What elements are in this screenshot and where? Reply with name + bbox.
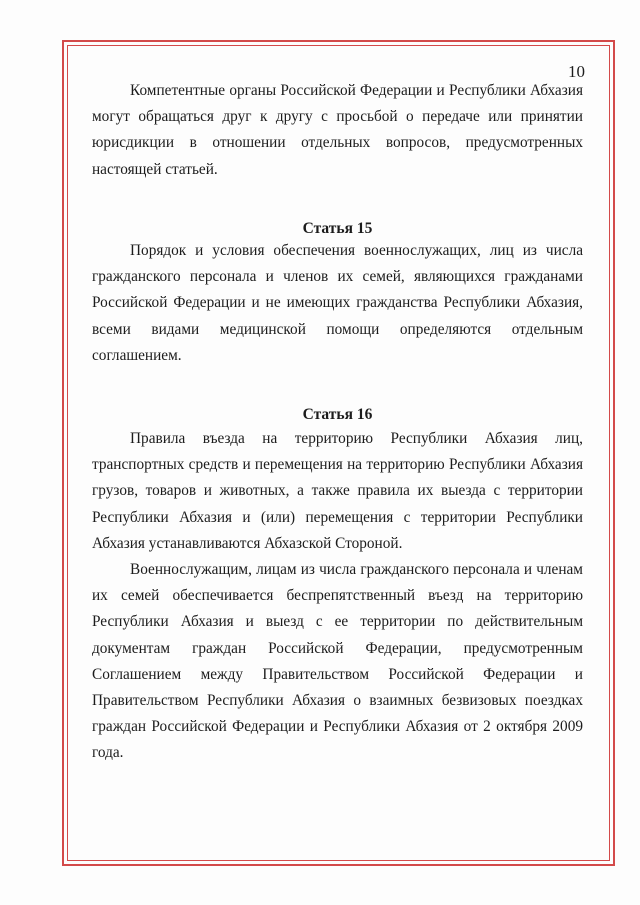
article-15-body: [92, 238, 583, 369]
paragraph: Компетентные органы Российской Федерации и Республики Абхазия могут обращаться друг к другу с просьбой о передаче или принятии юрисдикции в отношении отдельных вопросов, предусмотренных настоящей статьей.: [92, 82, 583, 178]
article-14-continuation: [92, 78, 583, 183]
paragraph: Военнослужащим, лицам из числа гражданского персонала и членам их семей обеспечивается беспрепятственный въезд на территорию Республики Абхазия и выезд с ее территории по действительным документам граждан Российской Федерации, предусмотренным Соглашением между Правительством Российской Федерации и Правительством Республики Абхазия о взаимных безвизовых поездках граждан Российской Федерации и Республики Абхазия от 2 октября 2009 года.: [92, 561, 583, 762]
article-15-heading: Статья 15: [302, 220, 373, 237]
article-16-body: [92, 426, 583, 767]
paragraph: Порядок и условия обеспечения военнослужащих, лиц из числа гражданского персонала и членов их семей, являющихся гражданами Российской Федерации и не имеющих гражданства Республики Абхазия, всеми видами медицинской помощи определяются отдельным соглашением.: [92, 242, 583, 364]
article-16-heading: Статья 16: [302, 406, 373, 423]
page-number: 10: [568, 62, 585, 81]
paragraph: Правила въезда на территорию Республики Абхазия лиц, транспортных средств и перемещения на территорию Республики Абхазия грузов, товаров и животных, а также правила их выезда с территории Республики Абхазия и (или) перемещения с территории Республики Абхазия устанавливаются Абхазской Стороной.: [92, 430, 583, 552]
